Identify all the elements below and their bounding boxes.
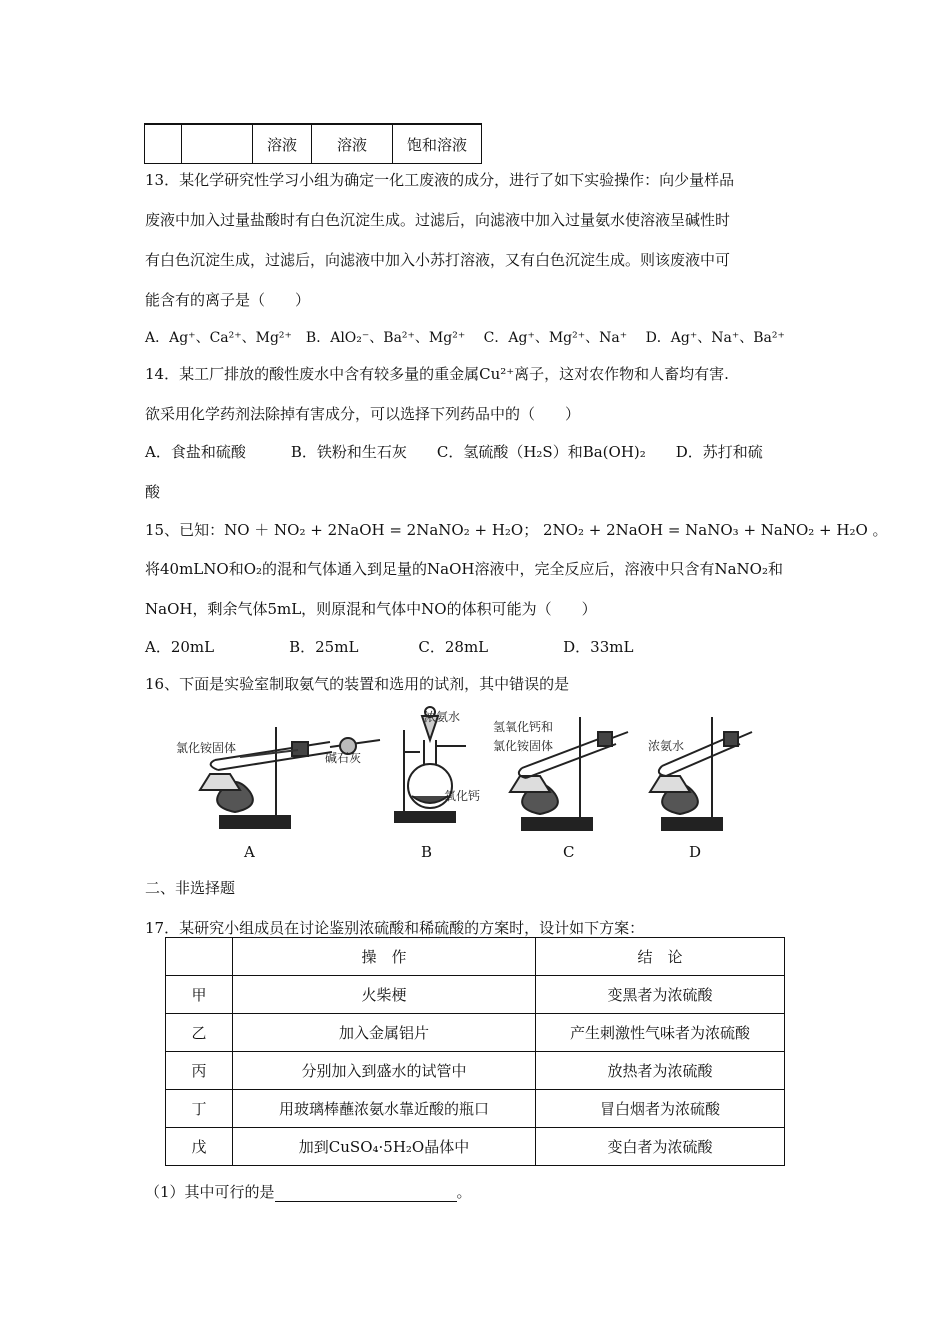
row-conclusion: 变白者为浓硫酸 (536, 1128, 785, 1166)
q14-line-1: 14．某工厂排放的酸性废水中含有较多量的重金属Cu²⁺离子，这对农作物和人畜均有害. (145, 365, 729, 383)
row-key: 甲 (166, 976, 233, 1014)
q17-sub1 (145, 1181, 472, 1202)
table-row (166, 1052, 785, 1090)
row-operation: 加入金属铝片 (233, 1014, 536, 1052)
row-key: 戊 (166, 1128, 233, 1166)
caption-b: B (421, 843, 433, 861)
row-operation: 加到CuSO₄·5H₂O晶体中 (233, 1128, 536, 1166)
answer-blank[interactable] (275, 1185, 457, 1202)
table-row (166, 976, 785, 1014)
apparatus-c-label-1: 氢氧化钙和 (493, 720, 554, 734)
q16-line-1: 16、下面是实验室制取氨气的装置和选用的试剂，其中错误的是 (145, 675, 570, 693)
q15-line-2: 将40mLNO和O₂的混和气体通入到足量的NaOH溶液中，完全反应后，溶液中只含有NaNO₂和 (145, 560, 783, 578)
q13-line-1: 13．某化学研究性学习小组为确定一化工废液的成分，进行了如下实验操作：向少量样品 (145, 171, 735, 189)
q13-options: A．Ag⁺、Ca²⁺、Mg²⁺ B．AlO₂⁻、Ba²⁺、Mg²⁺ C．Ag⁺、Mg²⁺、Na⁺ D．Ag⁺、Na⁺、Ba²⁺ (145, 330, 785, 346)
q17-sub1-prefix: （1）其中可行的是 (145, 1183, 275, 1201)
top-table-cell (145, 124, 182, 164)
header-cell-empty (166, 938, 233, 976)
q14-options-cont: 酸 (145, 483, 161, 501)
row-operation: 用玻璃棒蘸浓氨水靠近酸的瓶口 (233, 1090, 536, 1128)
apparatus-d-label-1: 浓氨水 (648, 739, 685, 753)
q13-line-2: 废液中加入过量盐酸时有白色沉淀生成。过滤后，向滤液中加入过量氨水使溶液呈碱性时 (145, 211, 731, 229)
header-cell-operation: 操 作 (233, 938, 536, 976)
top-table-cell: 溶液 (312, 124, 393, 164)
q15-line-1: 15、已知：NO ＋ NO₂ + 2NaOH = 2NaNO₂ + H₂O； 2NO₂ + 2NaOH = NaNO₃ + NaNO₂ + H₂O 。 (145, 521, 888, 539)
apparatus-a-figure (180, 712, 390, 834)
top-table-fragment (144, 123, 482, 164)
table-row (166, 1014, 785, 1052)
q17-line-1: 17．某研究小组成员在讨论鉴别浓硫酸和稀硫酸的方案时，设计如下方案： (145, 919, 645, 937)
row-conclusion: 产生刺激性气味者为浓硫酸 (536, 1014, 785, 1052)
row-conclusion: 放热者为浓硫酸 (536, 1052, 785, 1090)
row-conclusion: 冒白烟者为浓硫酸 (536, 1090, 785, 1128)
row-key: 丁 (166, 1090, 233, 1128)
apparatus-a-label-1: 氯化铵固体 (176, 741, 237, 755)
apparatus-b-label-1: 浓氨水 (424, 710, 461, 724)
q15-line-3: NaOH，剩余气体5mL，则原混和气体中NO的体积可能为（ ） (145, 600, 597, 618)
row-conclusion: 变黑者为浓硫酸 (536, 976, 785, 1014)
caption-a: A (244, 843, 255, 861)
q17-table (165, 937, 785, 1166)
top-table-cell (182, 124, 253, 164)
table-header-row (166, 938, 785, 976)
top-table-cell: 饱和溶液 (393, 124, 482, 164)
apparatus-a-label-2: 碱石灰 (325, 751, 362, 765)
apparatus-b-label-2: 氧化钙 (444, 789, 481, 803)
apparatus-c-label-2: 氯化铵固体 (493, 739, 554, 753)
header-cell-conclusion: 结 论 (536, 938, 785, 976)
section-heading: 二、非选择题 (145, 879, 236, 897)
apparatus-d-figure (640, 712, 760, 834)
row-operation: 分别加入到盛水的试管中 (233, 1052, 536, 1090)
caption-d: D (689, 843, 702, 861)
q13-line-3: 有白色沉淀生成，过滤后，向滤液中加入小苏打溶液，又有白色沉淀生成。则该废液中可 (145, 251, 731, 269)
q14-line-2: 欲采用化学药剂法除掉有害成分，可以选择下列药品中的（ ） (145, 405, 581, 423)
row-key: 丙 (166, 1052, 233, 1090)
top-table-cell: 溶液 (253, 124, 312, 164)
q17-sub1-suffix: 。 (456, 1183, 472, 1201)
row-key: 乙 (166, 1014, 233, 1052)
table-row (166, 1128, 785, 1166)
row-operation: 火柴梗 (233, 976, 536, 1014)
q15-options: A．20mL B．25mL C．28mL D．33mL (145, 638, 634, 656)
caption-c: C (563, 843, 575, 861)
table-row (166, 1090, 785, 1128)
q14-options: A．食盐和硫酸 B．铁粉和生石灰 C．氢硫酸（H₂S）和Ba(OH)₂ D．苏打和硫 (145, 443, 763, 461)
q13-line-4: 能含有的离子是（ ） (145, 291, 311, 309)
